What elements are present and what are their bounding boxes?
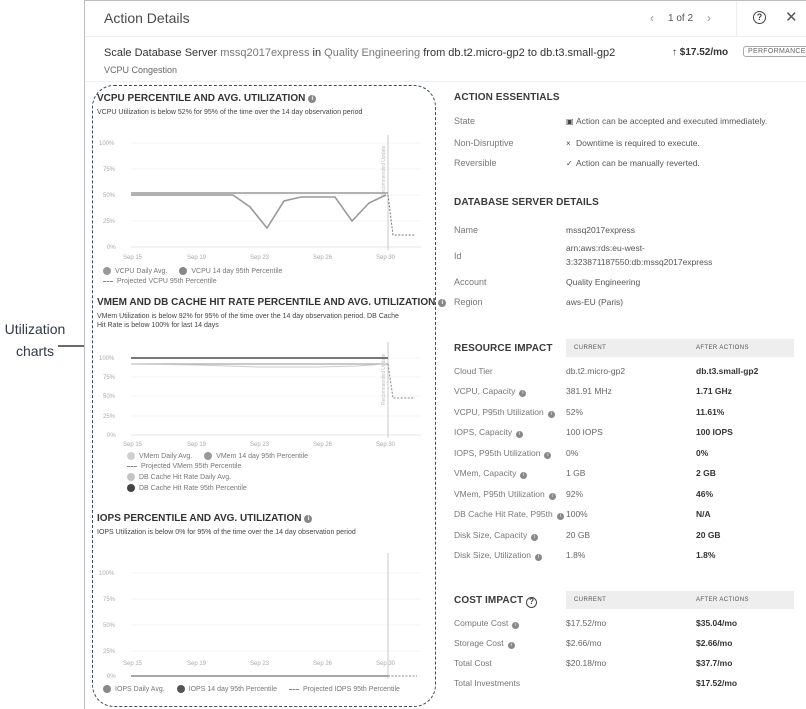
x-tick: Sep 23 [250, 442, 270, 448]
essential-value: ✓ Action can be manually reverted. [566, 158, 700, 168]
panel-header [85, 1, 806, 37]
info-icon[interactable]: i [516, 431, 523, 438]
x-tick: Sep 23 [250, 255, 270, 261]
action-essentials-section [454, 92, 797, 172]
iops-chart-desc: IOPS Utilization is below 0% for 95% of the time over the 14 day observation period [97, 529, 356, 536]
y-tick: 25% [103, 649, 116, 655]
action-verb: Scale Database Server [104, 47, 218, 59]
y-tick: 25% [103, 219, 116, 225]
legend-item[interactable] [127, 473, 231, 481]
vmem-chart-title [97, 297, 444, 308]
vmem-chart-desc: VMem Utilization is below 92% for 95% of the time over the 14 day observation period. DB Cache Hit Rate is below 100% for last 14 days [97, 313, 399, 329]
x-tick: Sep 30 [376, 255, 396, 261]
y-tick: 0% [107, 433, 116, 439]
pager [650, 11, 711, 25]
utilization-charts-annotation [0, 318, 70, 362]
table-header [566, 591, 794, 609]
vmem-chart [97, 297, 444, 492]
action-group-link[interactable]: Quality Engineering [324, 47, 421, 59]
info-icon[interactable]: i [304, 515, 312, 523]
legend-label: IOPS 14 day 95th Percentile [188, 685, 278, 693]
column-header: CURRENT [574, 345, 607, 351]
detail-label: Name [454, 225, 479, 235]
header-divider [736, 1, 737, 37]
essential-label: Reversible [454, 158, 497, 168]
action-description [104, 47, 615, 59]
legend-label: DB Cache Hit Rate Daily Avg. [139, 473, 232, 481]
info-icon[interactable]: i [557, 513, 564, 520]
vmem-line-chart[interactable] [97, 330, 427, 452]
detail-value: mssq2017express [566, 225, 635, 235]
y-tick: 50% [103, 193, 116, 199]
legend-dash-icon [289, 689, 299, 690]
legend-item[interactable] [179, 267, 282, 275]
x-tick: Sep 19 [187, 442, 207, 448]
legend-label: Projected VMem 95th Percentile [141, 463, 242, 470]
legend-label: VCPU 14 day 95th Percentile [191, 267, 283, 275]
iops-chart-title [97, 513, 427, 524]
legend-item[interactable] [103, 267, 167, 275]
y-tick: 75% [103, 597, 116, 603]
action-reason: VCPU Congestion [104, 65, 178, 75]
panel-title: Action Details [104, 10, 190, 26]
y-tick: 100% [99, 571, 115, 577]
y-tick: 75% [103, 375, 116, 381]
vcpu-chart [97, 93, 427, 285]
legend-item[interactable] [103, 685, 165, 693]
server-details-section [454, 197, 797, 307]
x-icon: × [566, 139, 571, 148]
essential-label: Non-Disruptive [454, 138, 514, 148]
detail-value: 3:323871187550:db:mssq2017express [566, 257, 713, 267]
legend-item[interactable] [127, 484, 247, 492]
info-icon[interactable]: i [508, 642, 515, 649]
detail-value: arn:aws:rds:eu-west- [566, 243, 645, 253]
info-icon[interactable]: i [519, 390, 526, 397]
detail-value: Quality Engineering [566, 277, 641, 287]
vcpu-chart-title [97, 93, 427, 104]
info-icon[interactable]: i [548, 411, 555, 418]
y-tick: 100% [99, 141, 115, 147]
cost-impact-section: COST IMPACT ? CURRENT AFTER ACTIONS Compute Cost i $17.52/mo $35.04/mo Storage Cost i $2.66/mo $2.66/mo Total Cost $20.18/mo $37.7/mo Total Investments $17.52/mo [454, 591, 797, 701]
y-tick: 0% [107, 245, 116, 251]
legend-label: Projected IOPS 95th Percentile [303, 685, 400, 693]
iops-chart-title-text: IOPS PERCENTILE AND AVG. UTILIZATION [97, 513, 302, 524]
x-tick: Sep 26 [313, 255, 333, 261]
column-header: CURRENT [574, 597, 607, 603]
action-in-word: in [312, 47, 322, 59]
legend-item[interactable] [177, 685, 277, 693]
legend-item[interactable] [127, 452, 192, 460]
vcpu-chart-desc: VCPU Utilization is below 52% for 95% of the time over the 14 day observation period [97, 109, 363, 116]
legend-dot-icon [127, 452, 135, 460]
legend-dash-icon [103, 281, 113, 282]
x-tick: Sep 30 [376, 661, 396, 667]
iops-x-axis [97, 661, 427, 671]
info-icon[interactable]: i [531, 534, 538, 541]
legend-label: VMem Daily Avg. [139, 452, 193, 460]
legend-item[interactable] [289, 685, 400, 693]
vmem-chart-title-text: VMEM AND DB CACHE HIT RATE PERCENTILE AND AVG. UTILIZATION [97, 297, 436, 308]
legend-dot-icon [127, 473, 135, 481]
vmem-chart-legend [97, 452, 357, 492]
annotation-line-1: Utilization [4, 321, 66, 337]
legend-item[interactable] [127, 463, 241, 470]
vcpu-line-chart[interactable] [97, 117, 427, 267]
detail-label: Region [454, 297, 483, 307]
help-icon[interactable]: ? [753, 11, 766, 24]
section-title: ACTION ESSENTIALS [454, 92, 560, 103]
legend-label: VCPU Daily Avg. [115, 267, 168, 275]
legend-label: VMem 14 day 95th Percentile [216, 452, 308, 460]
detail-label: Account [454, 277, 487, 287]
x-tick: Sep 26 [313, 661, 333, 667]
svg-text:Recommended Update: Recommended Update [381, 353, 387, 405]
section-title: RESOURCE IMPACT [454, 343, 553, 354]
essential-label: State [454, 116, 476, 126]
vcpu-chart-legend [97, 267, 407, 285]
legend-item[interactable] [103, 278, 217, 285]
vcpu-chart-title-text: VCPU PERCENTILE AND AVG. UTILIZATION [97, 93, 306, 104]
y-tick: 50% [103, 394, 116, 400]
info-icon[interactable]: i [549, 493, 556, 500]
category-badge: PERFORMANCE [743, 46, 806, 57]
info-icon[interactable]: i [512, 622, 519, 629]
legend-dot-icon [204, 452, 212, 460]
essential-value: ▣ Action can be accepted and executed immediately. [566, 116, 768, 126]
iops-chart-legend [97, 685, 407, 693]
y-tick: 50% [103, 623, 116, 629]
section-title: COST IMPACT ? [454, 595, 537, 608]
section-title: DATABASE SERVER DETAILS [454, 197, 599, 208]
close-icon[interactable]: ✕ [785, 9, 798, 26]
legend-dot-icon [103, 685, 111, 693]
x-tick: Sep 15 [123, 442, 143, 448]
legend-item[interactable] [204, 452, 308, 460]
essential-value: × Downtime is required to execute. [566, 138, 700, 148]
y-tick: 25% [103, 414, 116, 420]
legend-label: Projected VCPU 95th Percentile [117, 278, 217, 285]
action-from-to: from db.t2.micro-gp2 to db.t3.small-gp2 [423, 47, 616, 59]
detail-label: Id [454, 251, 462, 261]
prev-action-button[interactable]: ‹ [650, 11, 654, 25]
y-tick: 100% [99, 356, 115, 362]
resource-impact-rows: Cloud Tier db.t2.micro-gp2 db.t3.small-gp2 VCPU, Capacity i 381.91 MHz 1.71 GHz VCPU, P95th Utilization i 52% 11.61% IOPS, Capacity i 100 IOPS 100 IOPS IOPS, P95th Utilization i 0% 0% VMem, Capacity i 1 GB 2 GB VMem, P95th Utilization i 92% 46% DB Cache Hit Rate, P95th i 100% N/A Disk Size, Capacity i 20 GB 20 GB Disk Size, Utilization i 1.8% 1.8% [454, 366, 759, 560]
check-icon: ✓ [566, 159, 573, 168]
x-tick: Sep 19 [187, 661, 207, 667]
info-icon[interactable]: i [535, 554, 542, 561]
divider [85, 81, 806, 82]
legend-dash-icon [127, 466, 137, 467]
svg-text:Recommended Update: Recommended Update [381, 145, 387, 197]
info-icon[interactable]: i [308, 95, 316, 103]
x-tick: Sep 30 [376, 442, 396, 448]
x-tick: Sep 15 [123, 255, 143, 261]
pager-text: 1 of 2 [668, 12, 694, 24]
next-action-button[interactable]: › [707, 11, 712, 25]
legend-dot-icon [177, 685, 185, 693]
cost-delta: ↑ $17.52/mo [672, 47, 729, 58]
x-tick: Sep 15 [123, 661, 143, 667]
action-details-panel [84, 0, 806, 709]
x-tick: Sep 23 [250, 661, 270, 667]
y-tick: 75% [103, 167, 116, 173]
annotation-line-2: charts [15, 343, 55, 359]
legend-dot-icon [179, 267, 187, 275]
x-tick: Sep 26 [313, 442, 333, 448]
legend-dot-icon [103, 267, 111, 275]
lock-icon: ▣ [566, 117, 574, 126]
info-icon[interactable]: i [520, 472, 527, 479]
legend-label: IOPS Daily Avg. [115, 685, 165, 693]
action-entity-link[interactable]: mssq2017express [220, 47, 310, 59]
info-icon[interactable]: i [544, 452, 551, 459]
y-tick: 0% [107, 674, 116, 680]
detail-value: aws-EU (Paris) [566, 297, 624, 307]
help-icon[interactable]: ? [526, 597, 537, 608]
iops-chart [97, 513, 427, 693]
legend-dot-icon [127, 484, 135, 492]
column-header: AFTER ACTIONS [696, 597, 749, 603]
info-icon[interactable]: i [438, 299, 446, 307]
column-header: AFTER ACTIONS [696, 345, 749, 351]
x-tick: Sep 19 [187, 255, 207, 261]
legend-label: DB Cache Hit Rate 95th Percentile [139, 484, 247, 492]
